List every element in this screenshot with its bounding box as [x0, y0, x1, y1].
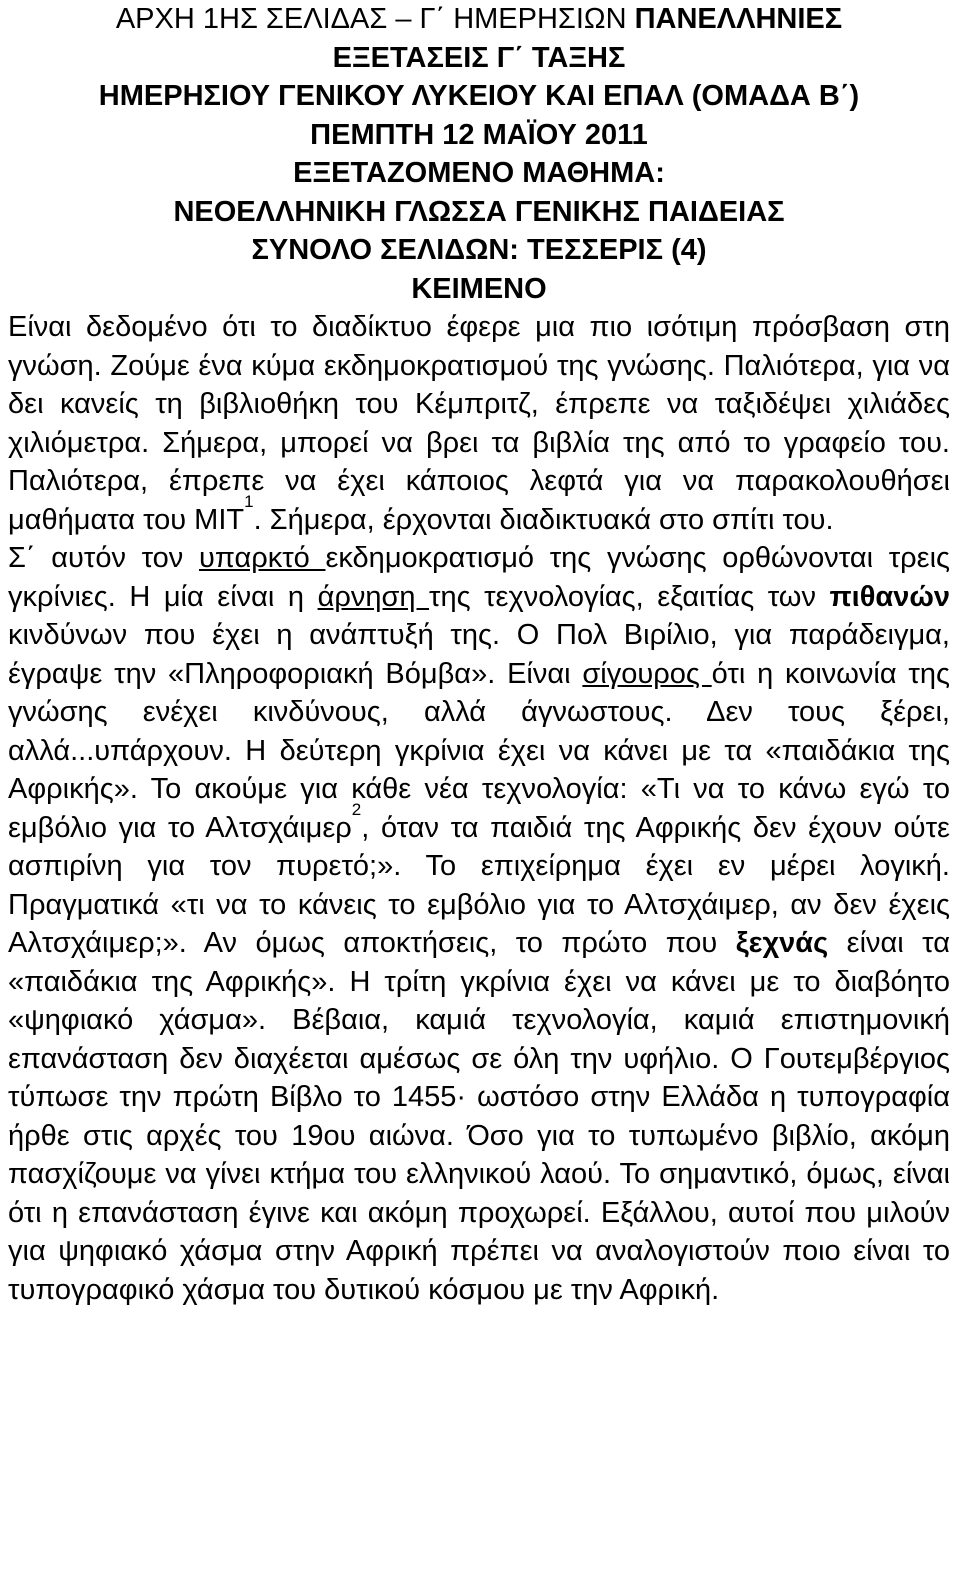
header-subject: ΝΕΟΕΛΛΗΝΙΚΗ ΓΛΩΣΣΑ ΓΕΝΙΚΗΣ ΠΑΙΔΕΙΑΣ: [173, 195, 785, 228]
underlined-word-1: υπαρκτό: [198, 542, 326, 574]
paragraph-2: [8, 539, 950, 1309]
header-line-3: ΗΜΕΡΗΣΙΟΥ ΓΕΝΙΚΟΥ ΛΥΚΕΙΟΥ ΚΑΙ ΕΠΑΛ (ΟΜΑΔΑ Β΄): [98, 80, 860, 112]
exam-header: [8, 0, 950, 308]
paragraph-2-text-d: κινδύνων που έχει η ανάπτυξή της. Ο Πολ Βιρίλιο, για παράδειγμα, έγραψε την «Πληροφοριακή Βόμβα». Είναι: [8, 619, 950, 690]
paragraph-2-text-c: της τεχνολογίας, εξαιτίας των: [429, 580, 830, 613]
paragraph-2-text-e: ότι η κοινωνία της γνώσης ενέχει κινδύνους, αλλά άγνωστους. Δεν τους ξέρει, αλλά...υπάρχουν. Η δεύτερη γκρίνια έχει να κάνει με τα «παιδάκια της Αφρικής». Το ακούμε για κάθε νέα τεχνολογία: «Τι να το κάνω εγώ το εμβόλιο για το Αλτσχάιμερ: [8, 657, 950, 844]
header-subject-label: ΕΞΕΤΑΖΟΜΕΝΟ ΜΑΘΗΜΑ:: [293, 157, 665, 189]
section-title: ΚΕΙΜΕΝΟ: [411, 272, 547, 305]
bold-word-2: ξεχνάς: [735, 927, 829, 959]
exam-text: [8, 308, 950, 1309]
paragraph-1-text-b: . Σήμερα, έρχονται διαδικτυακά στο σπίτι του.: [253, 503, 834, 536]
underlined-word-3: σίγουρος: [582, 657, 712, 690]
header-line-1-text: ΑΡΧΗ 1ΗΣ ΣΕΛΙΔΑΣ – Γ΄ ΗΜΕΡΗΣΙΩΝ: [115, 3, 635, 35]
header-page-count: ΣΥΝΟΛΟ ΣΕΛΙΔΩΝ: ΤΕΣΣΕΡΙΣ (4): [251, 234, 707, 266]
paragraph-2-text-f: , όταν τα παιδιά της Αφρικής δεν έχουν ούτε ασπιρίνη για τον πυρετό;». Το επιχείρημα έχει εν μέρει λογική. Πραγματικά «τι να το κάνεις το εμβόλιο για το Αλτσχάιμερ, αν δεν έχεις Αλτσχάιμερ;». Αν όμως αποκτήσεις, το πρώτο που: [8, 811, 950, 959]
paragraph-2-text-b: εκδημοκρατισμό της γνώσης ορθώνονται τρεις γκρίνιες. Η μία είναι η: [8, 542, 951, 613]
bold-word-1: πιθανών: [829, 580, 950, 613]
underlined-word-2: άρνηση: [317, 580, 430, 613]
paragraph-1: [8, 308, 950, 539]
footnote-marker-2: 2: [351, 799, 362, 819]
paragraph-2-text-a: Σ΄ αυτόν τον: [8, 542, 199, 574]
paragraph-1-text-a: Είναι δεδομένο ότι το διαδίκτυο έφερε μια πιο ισότιμη πρόσβαση στη γνώση. Ζούμε ένα κύμα εκδημοκρατισμού της γνώσης. Παλιότερα, για να δει κανείς τη βιβλιοθήκη του Κέμπριτζ, έπρεπε να ταξιδέψει χιλιάδες χιλιόμετρα. Σήμερα, μπορεί να βρει τα βιβλία της από το γραφείο του. Παλιότερα, έπρεπε να έχει κάποιος λεφτά για να παρακολουθήσει μαθήματα του MIT: [8, 311, 950, 536]
header-line-2: ΕΞΕΤΑΣΕΙΣ Γ΄ ΤΑΞΗΣ: [332, 41, 626, 74]
paragraph-2-text-g: είναι τα «παιδάκια της Αφρικής». Η τρίτη γκρίνια έχει να κάνει με το διαβόητο «ψηφιακό χάσμα». Βέβαια, καμιά τεχνολογία, καμιά επιστημονική επανάσταση δεν διαχέεται αμέσως σε όλη την υφήλιο. Ο Γουτεμβέργιος τύπωσε την πρώτη Βίβλο το 1455· ωστόσο στην Ελλάδα η τυπογραφία ήρθε στις αρχές του 19ου αιώνα. Όσο για το τυπωμένο βιβλίο, ακόμη πασχίζουμε να γίνει κτήμα του ελληνικού λαού. Το σημαντικό, όμως, είναι ότι η επανάσταση έγινε και ακόμη προχωρεί. Εξάλλου, αυτοί που μιλούν για ψηφιακό χάσμα στην Αφρική πρέπει να αναλογιστούν ποιο είναι το τυπογραφικό χάσμα του δυτικού κόσμου με την Αφρική.: [8, 927, 950, 1306]
footnote-marker-1: 1: [244, 491, 254, 511]
header-exam-date: ΠΕΜΠΤΗ 12 ΜΑΪΟΥ 2011: [310, 118, 648, 151]
header-line-1: [8, 0, 950, 39]
header-line-1-bold: ΠΑΝΕΛΛΗΝΙΕΣ: [634, 3, 843, 35]
